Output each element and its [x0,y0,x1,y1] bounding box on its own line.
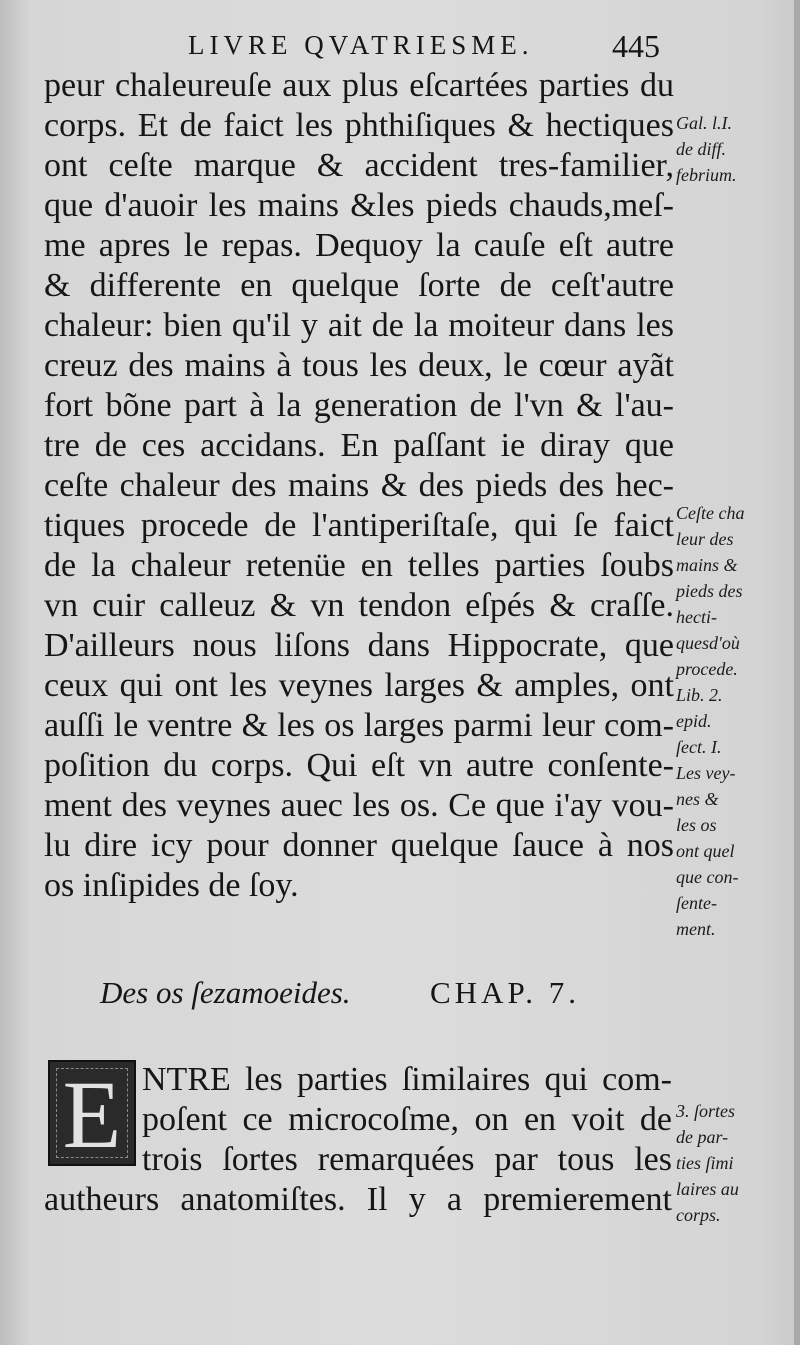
text-line: corps. Et de faict les phthiſiques & hectiques [44,107,674,144]
page-number: 445 [612,28,660,64]
chapter-margin-notes [676,1098,794,1228]
margin-note: ont quel [676,841,735,861]
margin-note: leur des [676,529,734,549]
margin-note [676,214,794,240]
margin-note: laires au [676,1179,739,1199]
text-line: ment des veynes auec les os. Ce que i'ay vou- [44,787,674,824]
text-line: & differente en quelque ſorte de ceſt'autre [44,267,674,304]
chapter-indented-text [142,1060,672,1180]
margin-note [676,474,794,500]
margin-note [676,318,794,344]
text-line: que d'auoir les mains &les pieds chauds,meſ- [44,187,674,224]
text-line: me apres le repas. Dequoy la cauſe eſt autre [44,227,674,264]
margin-note: ties ſimi [676,1153,734,1173]
margin-note: 3. ſortes [676,1101,736,1121]
margin-note [676,266,794,292]
margin-note: quesd'où [676,633,740,653]
text-line: ont ceſte marque & accident tres-familier, [44,147,674,184]
margin-note: epid. [676,711,712,731]
margin-note: hecti- [676,607,717,627]
text-line: ceſte chaleur des mains & des pieds des hec- [44,467,674,504]
margin-note: Lib. 2. [676,685,723,705]
text-line: autheurs anatomiſtes. Il y a premierement [44,1181,672,1218]
running-head-title: LIVRE QVATRIESME. [188,30,534,60]
margin-note: corps. [676,1205,721,1225]
text-line: tiques procede de l'antiperiſtaſe, qui ſe faict [44,507,674,544]
text-line: trois ſortes remarquées par tous les [142,1141,672,1178]
margin-note: de par- [676,1127,729,1147]
text-line: peur chaleureuſe aux plus eſcartées parties du [44,67,674,104]
margin-note [676,422,794,448]
margin-note: les os [676,815,717,835]
text-line: NTRE les parties ſimilaires qui com- [142,1061,672,1098]
main-text-block [44,66,674,906]
chapter-title: Des os ſezamoeides. [100,975,351,1010]
text-line: chaleur: bien qu'il y ait de la moiteur dans les [44,307,674,344]
margin-notes [676,110,794,942]
text-line: creuz des mains à tous les deux, le cœur ayãt [44,347,674,384]
margin-note [676,370,794,396]
chapter-label: CHAP. 7. [430,975,581,1010]
text-line: poſent ce microcoſme, on en voit de [142,1101,672,1138]
decorated-initial [48,1060,136,1166]
chapter-full-text [44,1180,672,1220]
margin-note: ment. [676,919,716,939]
margin-note: Ceſte cha [676,503,745,523]
margin-note: mains & [676,555,738,575]
margin-note: ſect. I. [676,737,722,757]
margin-note: Gal. l.I. [676,113,732,133]
text-line: fort bõne part à la generation de l'vn & l'au- [44,387,674,424]
chapter-heading [100,975,660,1025]
margin-note [676,240,794,266]
text-line: os inſipides de ſoy. [44,867,299,904]
margin-note [676,396,794,422]
text-line: vn cuir calleuz & vn tendon eſpés & craſſe. [44,587,674,624]
margin-note [676,448,794,474]
initial-letter: E [62,1061,122,1168]
margin-note: procede. [676,659,738,679]
text-line: ceux qui ont les veynes larges & amples, ont [44,667,674,704]
margin-note: pieds des [676,581,743,601]
text-line: D'ailleurs nous liſons dans Hippocrate, que [44,627,674,664]
margin-note: ſente- [676,893,717,913]
page-edge-shadow [794,0,800,1345]
margin-note: de diff. [676,139,726,159]
text-line: auſſi le ventre & les os larges parmi leur com- [44,707,674,744]
text-line: de la chaleur retenüe en telles parties ſoubs [44,547,674,584]
text-line: tre de ces accidans. En paſſant ie diray que [44,427,674,464]
margin-note: Les vey- [676,763,736,783]
margin-note: nes & [676,789,719,809]
margin-note [676,292,794,318]
margin-note: que con- [676,867,739,887]
text-line: poſition du corps. Qui eſt vn autre conſente- [44,747,674,784]
margin-note [676,188,794,214]
margin-note: febrium. [676,165,737,185]
text-line: lu dire icy pour donner quelque ſauce à nos [44,827,674,864]
margin-note [676,344,794,370]
